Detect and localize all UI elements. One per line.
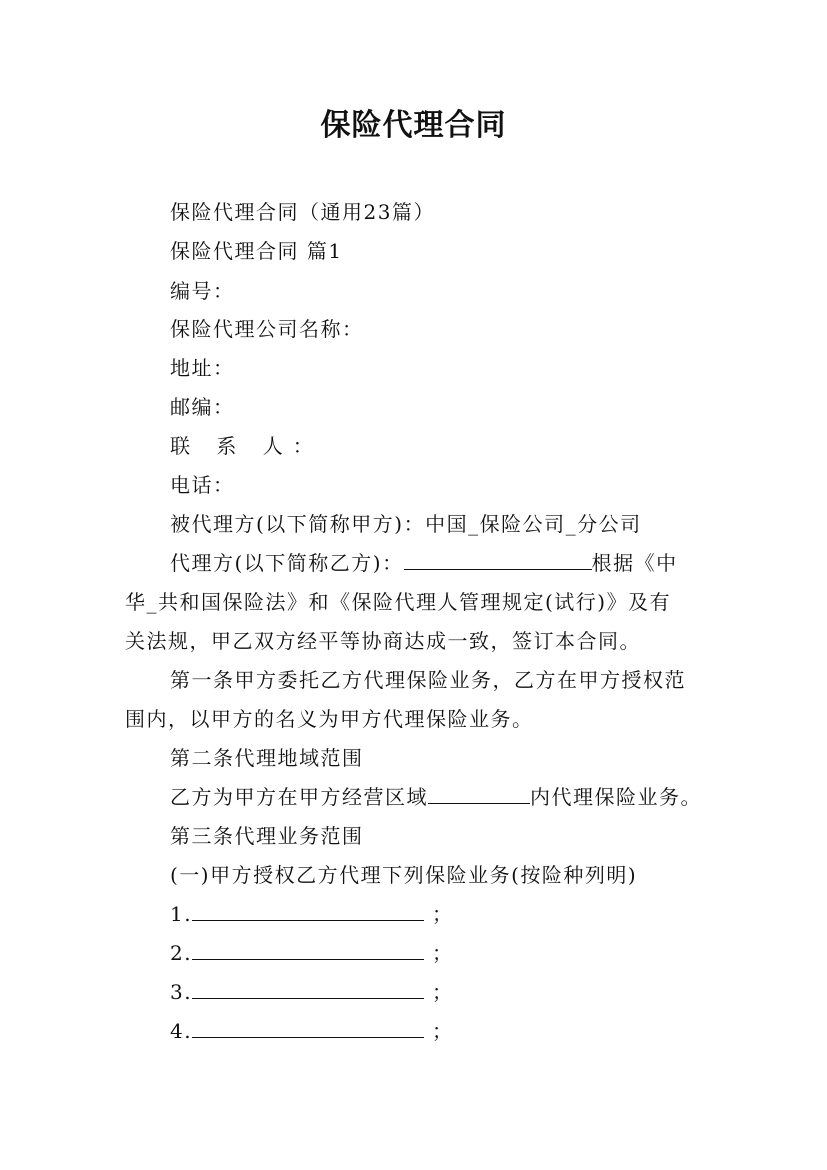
article3-subclause: (一)甲方授权乙方代理下列保险业务(按险种列明) [170, 863, 638, 887]
list-item-end: ； [431, 1019, 454, 1043]
region-blank [428, 785, 530, 804]
document-title: 保险代理合同 [320, 108, 507, 143]
agent-name-blank [404, 551, 592, 570]
agent-paragraph-line-2: 华_共和国保险法》和《保险代理人管理规定(试行)》及有 [125, 590, 672, 614]
list-item [170, 902, 453, 926]
list-item-blank [192, 980, 424, 999]
list-item-number: 4. [170, 1019, 193, 1043]
agent-party-line [170, 551, 678, 575]
article1-line-2: 围内，以甲方的名义为甲方代理保险业务。 [125, 707, 534, 731]
agent-line-continuation: 根据《中 [591, 551, 678, 575]
list-item [170, 980, 453, 1004]
article2-heading: 第二条代理地域范围 [170, 746, 364, 770]
section-heading: 保险代理合同 篇1 [170, 239, 343, 263]
article2-body-end: 内代理保险业务。 [530, 785, 702, 809]
document-subtitle: 保险代理合同（通用23篇） [170, 200, 435, 224]
list-item-blank [192, 941, 424, 960]
article2-body-start: 乙方为甲方在甲方经营区域 [170, 785, 428, 809]
list-item-end: ； [431, 902, 454, 926]
number-field-label: 编号： [170, 279, 235, 303]
list-item-blank [192, 902, 424, 921]
principal-party-line: 被代理方(以下简称甲方)：中国_保险公司_分公司 [170, 512, 642, 536]
address-field-label: 地址： [170, 356, 235, 380]
article2-body [170, 785, 702, 809]
list-item-blank [192, 1019, 424, 1038]
postcode-field-label: 邮编： [170, 395, 235, 419]
agent-paragraph-line-3: 关法规，甲乙双方经平等协商达成一致，签订本合同。 [125, 629, 641, 653]
company-name-field-label: 保险代理公司名称： [170, 317, 364, 341]
phone-field-label: 电话： [170, 473, 235, 497]
list-item-end: ； [431, 980, 454, 1004]
list-item-number: 2. [170, 941, 193, 965]
list-item-number: 1. [170, 902, 193, 926]
agent-party-label: 代理方(以下简称乙方)： [170, 551, 404, 575]
list-item-number: 3. [170, 980, 193, 1004]
list-item [170, 941, 453, 965]
list-item [170, 1019, 453, 1043]
list-item-end: ； [431, 941, 454, 965]
article3-heading: 第三条代理业务范围 [170, 824, 364, 848]
contact-field-label: 联 系 人： [170, 434, 323, 458]
article1-line-1: 第一条甲方委托乙方代理保险业务，乙方在甲方授权范 [170, 668, 686, 692]
